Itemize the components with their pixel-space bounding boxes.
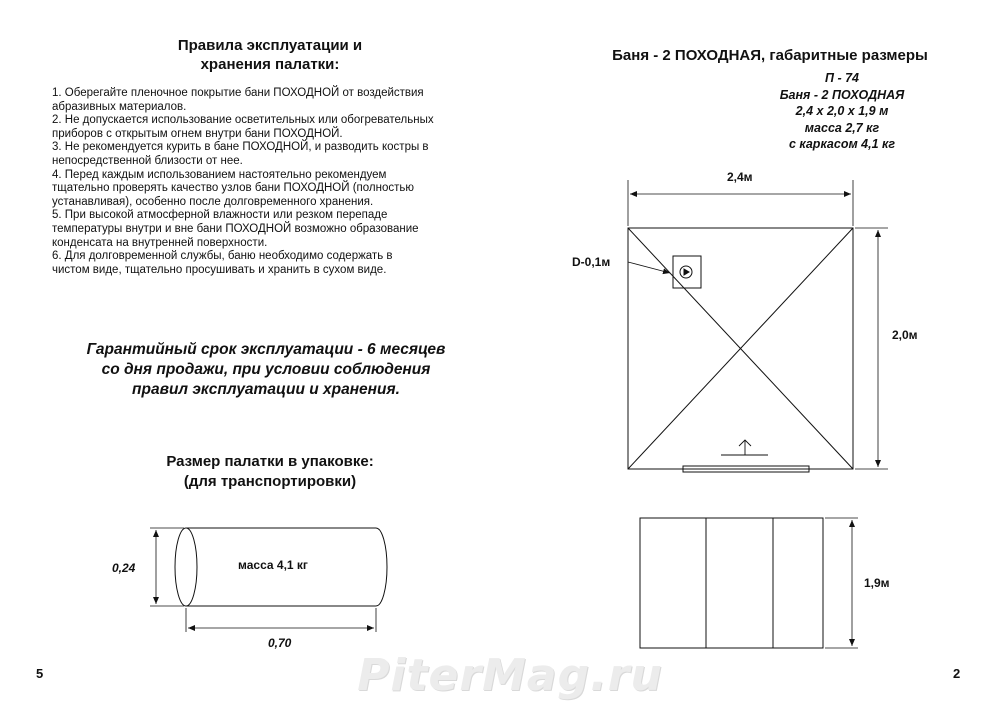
rules-line: 5. При высокой атмосферной влажности или резком перепаде <box>52 209 388 222</box>
height-label: 1,9м <box>864 576 890 590</box>
rules-line: конденсата на внутренней поверхности. <box>52 236 268 249</box>
pack-mass-label: масса 4,1 кг <box>238 558 308 572</box>
rules-line: устанавливая), особенно после долговременного хранения. <box>52 195 374 208</box>
warranty-line3: правил эксплуатации и хранения. <box>132 381 400 398</box>
hole-diameter-label: D-0,1м <box>572 255 611 269</box>
pack-diameter-label: 0,24 <box>112 561 136 575</box>
pack-size-heading-line2: (для транспортировки) <box>183 473 357 490</box>
page-number-right: 2 <box>953 666 961 681</box>
warranty-line2: со дня продажи, при условии соблюдения <box>101 361 431 378</box>
pack-length-label: 0,70 <box>268 636 292 650</box>
spec-frame-mass: с каркасом 4,1 кг <box>788 137 896 151</box>
rules-heading-line1: Правила эксплуатации и <box>177 37 363 54</box>
spec-block <box>742 70 942 153</box>
watermark: PiterMag.ru <box>357 650 663 701</box>
width-dimension <box>628 180 853 226</box>
rules-line: температуры внутри и вне бани ПОХОДНОЙ возможно образование <box>52 222 419 235</box>
cylinder-back-end <box>376 528 387 606</box>
side-outline <box>640 518 823 648</box>
cylinder-front-end <box>175 528 197 606</box>
pack-size-heading-line1: Размер палатки в упаковке: <box>166 453 374 470</box>
pack-diameter-dimension <box>150 528 184 606</box>
page-number-left: 5 <box>36 666 44 681</box>
tent-top-view <box>628 228 853 472</box>
chimney-arrow-icon <box>684 269 689 275</box>
rules-line: непосредственной близости от нее. <box>52 154 243 167</box>
rules-line: 3. Не рекомендуется курить в бане ПОХОДНОЙ, и разводить костры в <box>52 141 429 154</box>
spec-code: П - 74 <box>824 71 859 85</box>
depth-label: 2,0м <box>892 328 918 342</box>
rules-line: 1. Оберегайте пленочное покрытие бани ПОХОДНОЙ от воздействия <box>52 87 424 99</box>
spec-size: 2,4 х 2,0 х 1,9 м <box>795 104 889 118</box>
width-label: 2,4м <box>727 170 753 184</box>
rules-line: тщательно проверять качество узлов бани ПОХОДНОЙ (полностью <box>52 182 414 195</box>
height-dimension <box>825 518 858 648</box>
warranty-line1: Гарантийный срок эксплуатации - 6 месяцев <box>86 341 446 358</box>
rules-line: 2. Не допускается использование осветительных или обогревательных <box>52 114 434 127</box>
rules-line: абразивных материалов. <box>52 100 187 113</box>
spec-name: Баня - 2 ПОХОДНАЯ <box>779 87 905 102</box>
depth-dimension <box>855 228 888 469</box>
rules-line: приборов с открытым огнем внутри бани ПОХОДНОЙ. <box>52 127 343 140</box>
entrance-arrow-icon <box>721 440 768 455</box>
tent-side-view <box>640 518 823 648</box>
rules-line: 4. Перед каждым использованием настоятельно рекомендуем <box>52 168 387 181</box>
hole-dimension <box>628 262 670 273</box>
rules-line: 6. Для долговременной службы, баню необходимо содержать в <box>52 250 393 263</box>
pack-length-dimension <box>186 608 376 632</box>
rules-line: чистом виде, тщательно просушивать и хранить в сухом виде. <box>52 263 387 276</box>
spec-mass: масса 2,7 кг <box>804 120 880 135</box>
rules-heading-line2: хранения палатки: <box>200 56 340 73</box>
drawing-title: Баня - 2 ПОХОДНАЯ, габаритные размеры <box>612 47 928 64</box>
